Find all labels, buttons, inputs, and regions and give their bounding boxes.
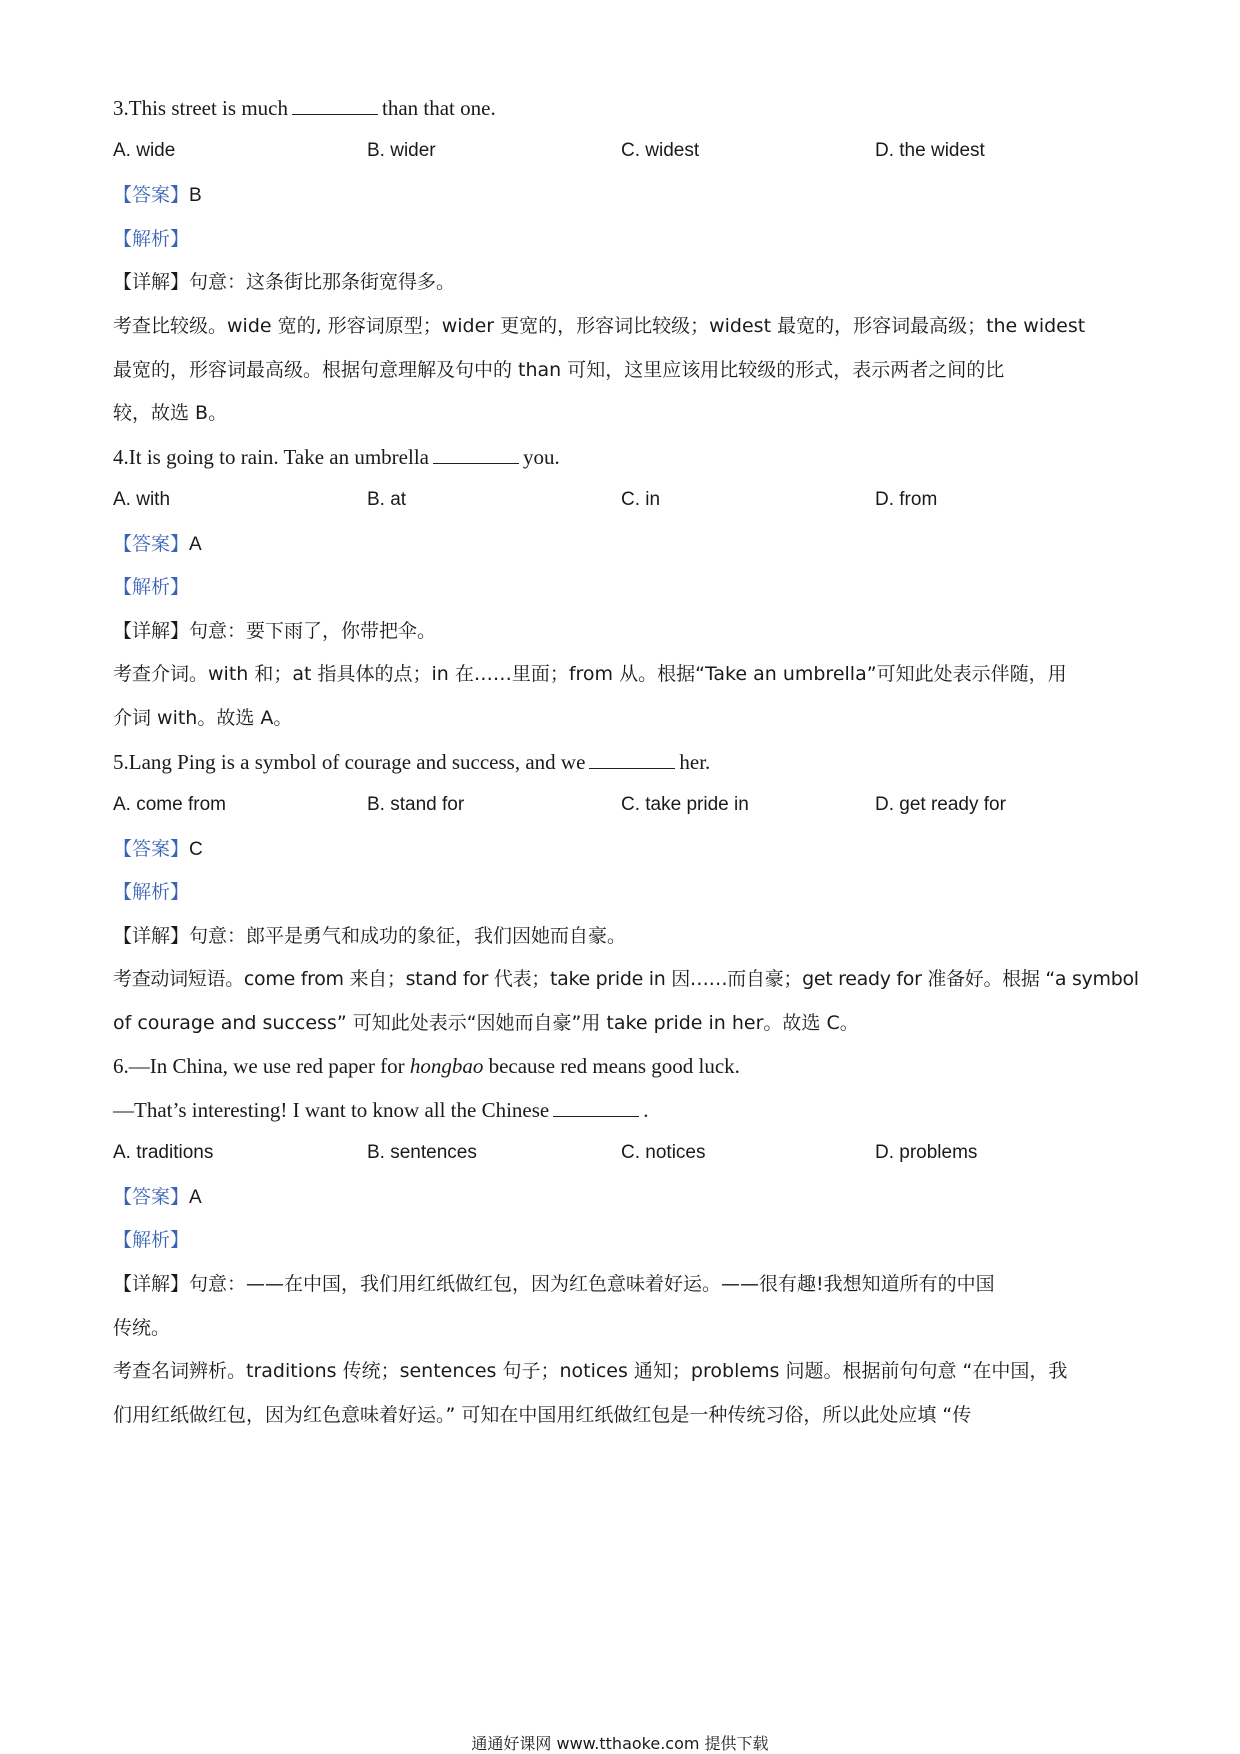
stem-text: 5.Lang Ping is a symbol of courage and success, and we — [113, 750, 586, 774]
explanation-line: 较，故选 B。 — [113, 402, 228, 424]
option-a: A. wide — [113, 140, 176, 161]
stem-text: her. — [679, 750, 711, 774]
option-c: C. take pride in — [621, 794, 749, 815]
question-6-stem-2 — [113, 1097, 1143, 1123]
question-4-options — [113, 487, 1143, 513]
explanation-line: of courage and success” 可知此处表示“因她而自豪”用 take pride in her。故选 C。 — [113, 1012, 859, 1034]
stem-text: 3.This street is much — [113, 96, 288, 120]
option-b: B. wider — [367, 140, 436, 161]
analysis-label: 【解析】 — [113, 1229, 190, 1251]
stem-text: you. — [522, 445, 560, 469]
answer-value: A — [189, 1187, 202, 1208]
stem-text: 6.—In China, we use red paper for — [113, 1054, 405, 1078]
page-footer: 通通好课网 www.tthaoke.com 提供下载 — [471, 1734, 769, 1753]
analysis-label: 【解析】 — [113, 576, 190, 598]
stem-text: —That’s interesting! I want to know all the Chinese — [113, 1098, 550, 1122]
question-6-options — [113, 1140, 1143, 1166]
answer-line — [113, 182, 1143, 209]
stem-text: because red means good luck. — [488, 1054, 740, 1078]
answer-label: 【答案】 — [113, 533, 190, 555]
answer-value: B — [189, 185, 202, 206]
option-b: B. stand for — [367, 794, 465, 815]
answer-value: A — [189, 534, 202, 555]
explanation-line: 考查介词。with 和；at 指具体的点；in 在……里面；from 从。根据“Take an umbrella”可知此处表示伴随，用 — [113, 663, 1067, 685]
explanation-line: 考查比较级。wide 宽的, 形容词原型；wider 更宽的，形容词比较级；widest 最宽的，形容词最高级；the widest — [113, 315, 1086, 337]
option-a: A. traditions — [113, 1142, 214, 1163]
answer-label: 【答案】 — [113, 184, 190, 206]
question-3-options — [113, 138, 1143, 164]
option-c: C. notices — [621, 1142, 706, 1163]
explanation-line: 最宽的，形容词最高级。根据句意理解及句中的 than 可知，这里应该用比较级的形式，表示两者之间的比 — [113, 359, 1005, 381]
option-c: C. in — [621, 489, 661, 510]
detail-text: 【详解】句意：这条街比那条街宽得多。 — [113, 271, 456, 293]
answer-label: 【答案】 — [113, 838, 190, 860]
stem-italic-term: hongbao — [409, 1054, 484, 1078]
detail-text: 【详解】句意：要下雨了，你带把伞。 — [113, 620, 437, 642]
answer-line — [113, 531, 1143, 558]
answer-value: C — [189, 839, 203, 860]
option-d: D. get ready for — [875, 794, 1006, 815]
question-5-options — [113, 792, 1143, 818]
explanation-line: 介词 with。故选 A。 — [113, 707, 293, 729]
analysis-label: 【解析】 — [113, 881, 190, 903]
explanation-line: 们用红纸做红包，因为红色意味着好运。” 可知在中国用红纸做红包是一种传统习俗，所以此处应填 “传 — [113, 1404, 972, 1426]
option-a: A. with — [113, 489, 171, 510]
analysis-label: 【解析】 — [113, 228, 190, 250]
stem-text: 4.It is going to rain. Take an umbrella — [113, 445, 429, 469]
answer-blank — [292, 96, 378, 115]
option-d: D. problems — [875, 1142, 978, 1163]
option-d: D. from — [875, 489, 938, 510]
option-b: B. at — [367, 489, 407, 510]
option-c: C. widest — [621, 140, 700, 161]
detail-text: 【详解】句意：——在中国，我们用红纸做红包，因为红色意味着好运。——很有趣!我想知道所有的中国 — [113, 1273, 995, 1295]
answer-blank — [433, 445, 519, 464]
stem-text: than that one. — [381, 96, 496, 120]
detail-text: 传统。 — [113, 1317, 171, 1339]
answer-line — [113, 1184, 1143, 1211]
answer-blank — [589, 750, 675, 769]
explanation-line: 考查动词短语。come from 来自；stand for 代表；take pride in 因……而自豪；get ready for 准备好。根据 “a symbol — [113, 968, 1139, 990]
question-3-stem — [113, 95, 1143, 121]
answer-blank — [553, 1098, 639, 1117]
question-4-stem — [113, 444, 1143, 470]
question-5-stem — [113, 749, 1143, 775]
stem-text: . — [643, 1098, 649, 1122]
answer-line — [113, 836, 1143, 863]
option-a: A. come from — [113, 794, 226, 815]
explanation-line: 考查名词辨析。traditions 传统；sentences 句子；notices 通知；problems 问题。根据前句句意 “在中国，我 — [113, 1360, 1068, 1382]
detail-text: 【详解】句意：郎平是勇气和成功的象征，我们因她而自豪。 — [113, 925, 627, 947]
option-d: D. the widest — [875, 140, 985, 161]
option-b: B. sentences — [367, 1142, 477, 1163]
answer-label: 【答案】 — [113, 1186, 190, 1208]
question-6-stem-1 — [113, 1053, 1143, 1079]
